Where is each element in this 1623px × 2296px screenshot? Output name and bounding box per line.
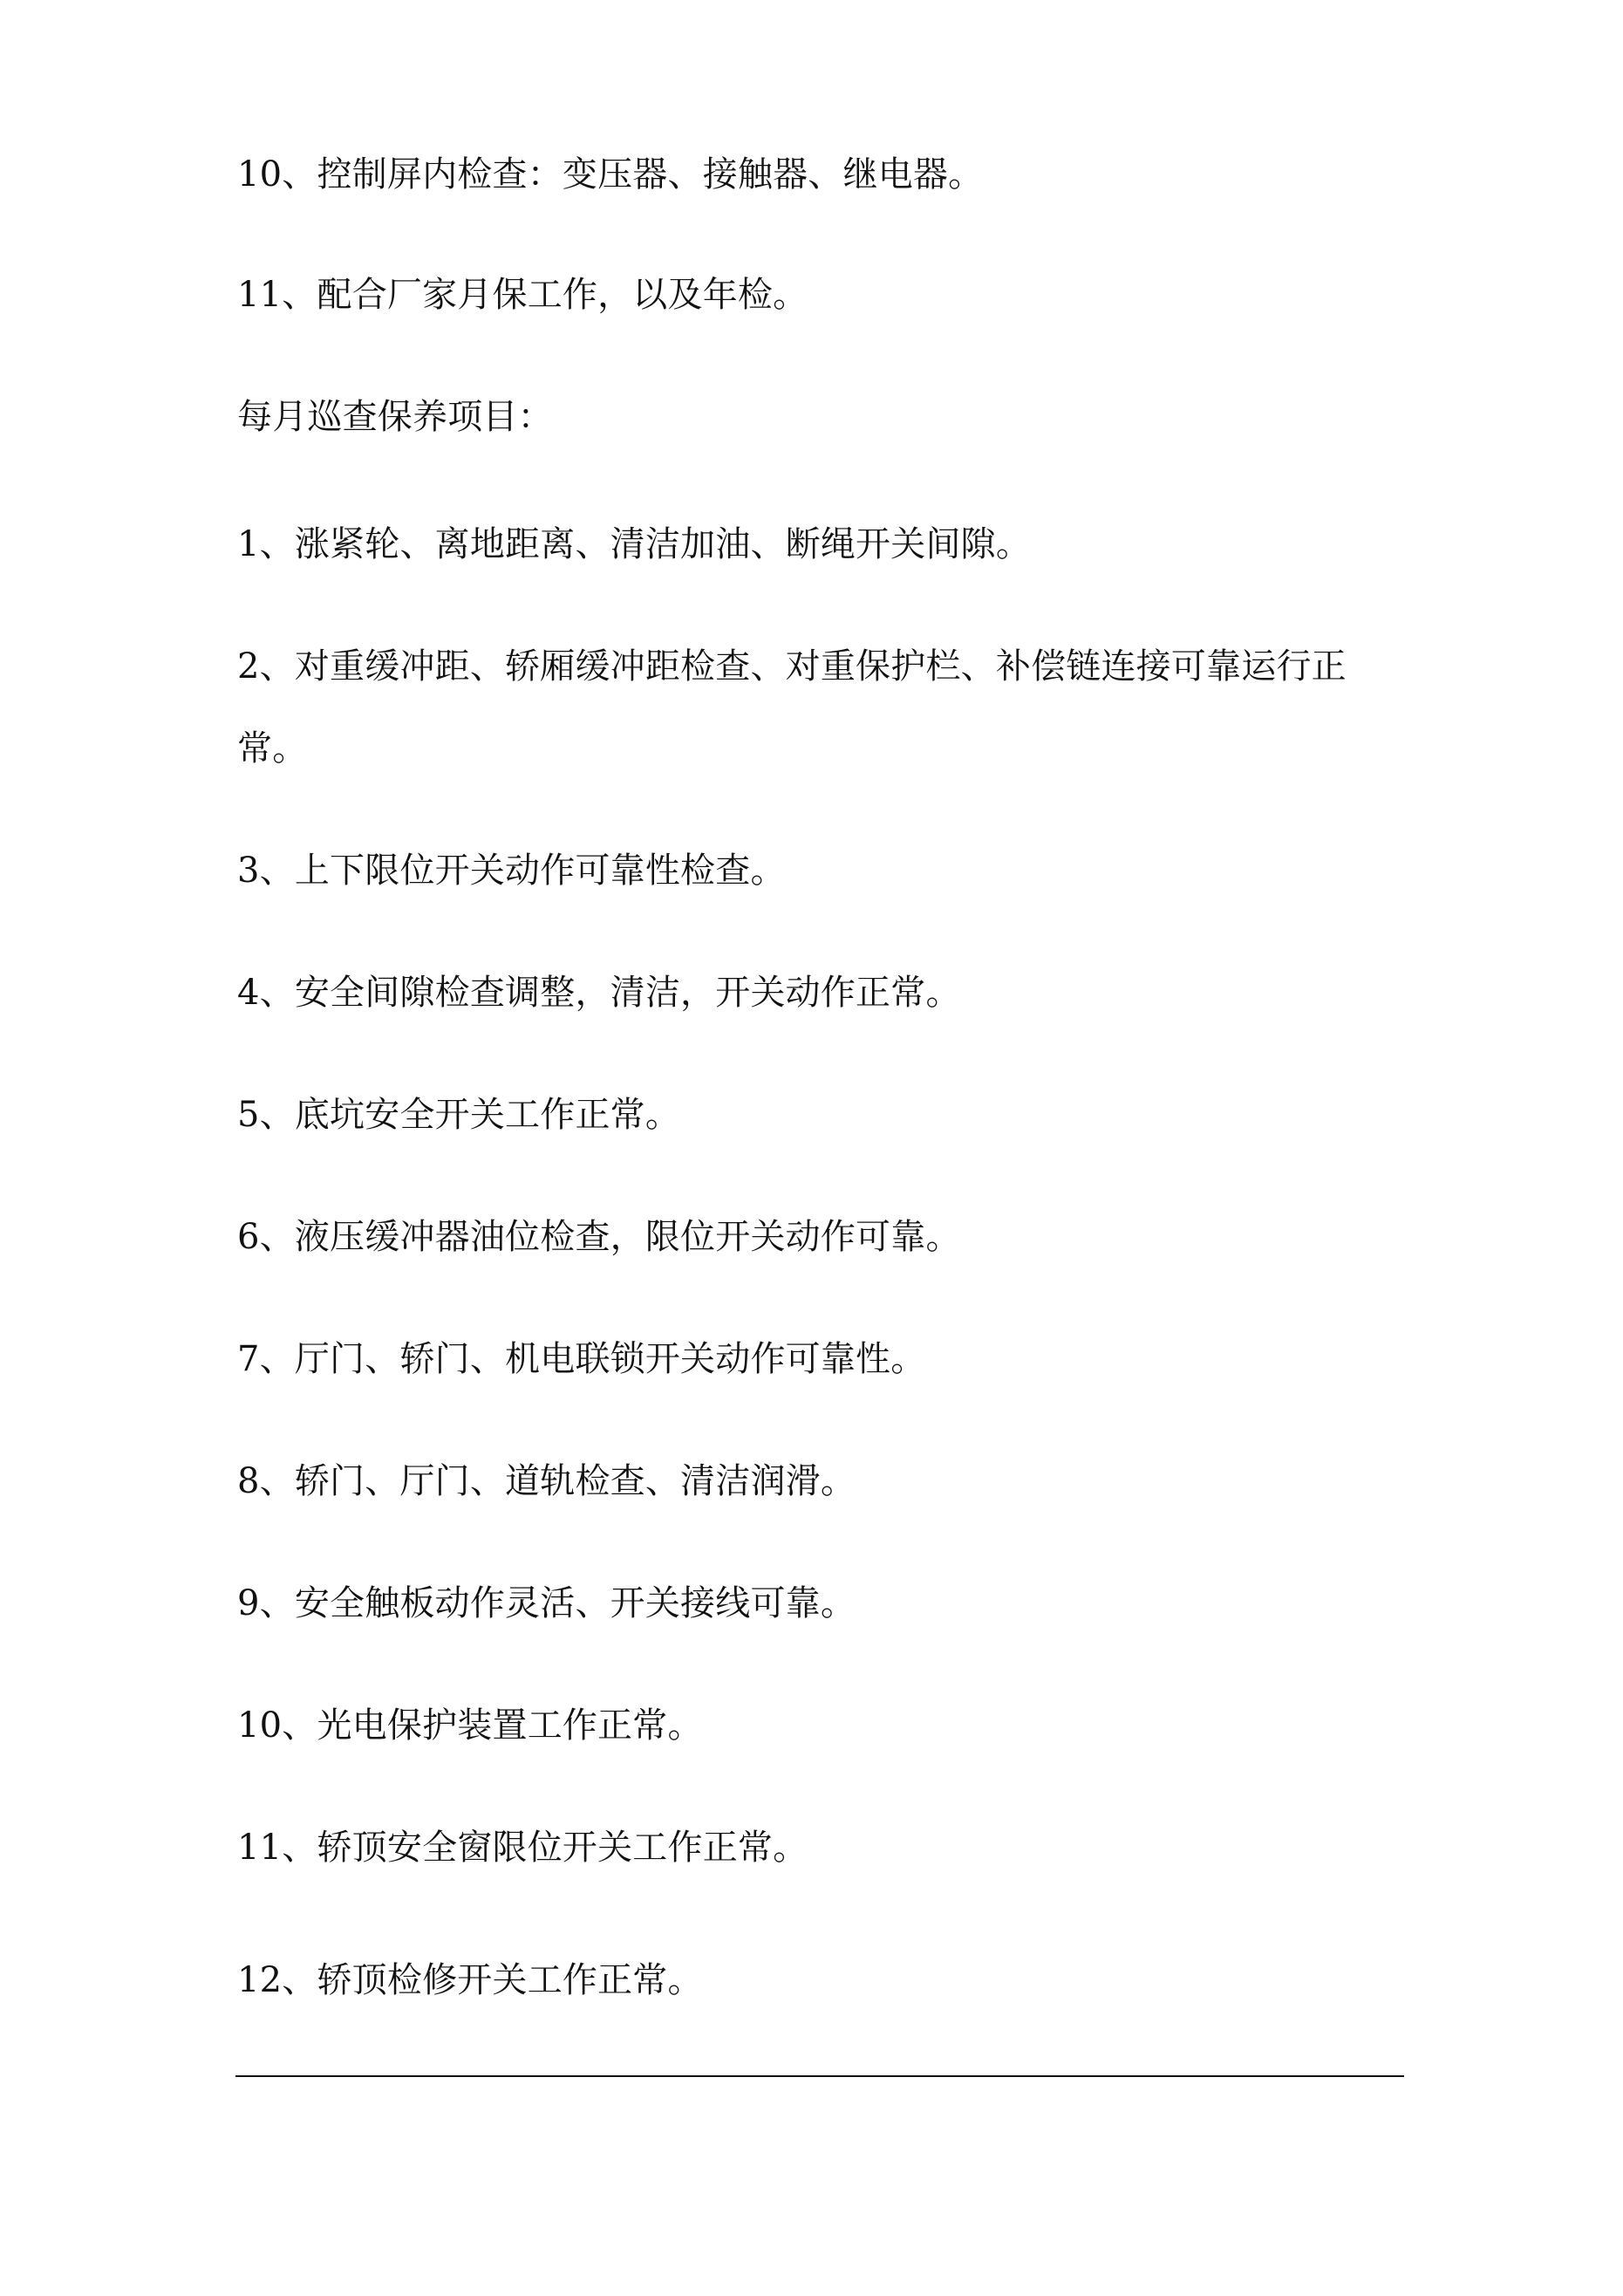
text-line-item-1: 1、涨紧轮、离地距离、清洁加油、断绳开关间隙。 (237, 524, 1032, 564)
text-line-item-12: 12、轿顶检修开关工作正常。 (237, 1960, 703, 2000)
text-line-item-3: 3、上下限位开关动作可靠性检查。 (237, 851, 786, 891)
text-line-item-8: 8、轿门、厅门、道轨检查、清洁润滑。 (237, 1461, 856, 1501)
footer-divider-line (235, 2075, 1404, 2077)
text-line-item-7: 7、厅门、轿门、机电联锁开关动作可靠性。 (237, 1339, 926, 1379)
text-line-item-11: 11、轿顶安全窗限位开关工作正常。 (237, 1828, 808, 1868)
text-line-item-2-continuation: 常。 (237, 728, 308, 769)
text-line-item-4: 4、安全间隙检查调整，清洁，开关动作正常。 (237, 973, 961, 1013)
text-line-item-10-control-panel: 10、控制屏内检查：变压器、接触器、继电器。 (237, 154, 984, 195)
text-line-item-9: 9、安全触板动作灵活、开关接线可靠。 (237, 1583, 856, 1623)
text-line-item-5: 5、底坑安全开关工作正常。 (237, 1095, 681, 1135)
text-line-item-2: 2、对重缓冲距、轿厢缓冲距检查、对重保护栏、补偿链连接可靠运行正 (237, 646, 1347, 687)
section-heading-monthly-inspection: 每月巡查保养项目： (237, 397, 553, 437)
text-line-item-6: 6、液压缓冲器油位检查，限位开关动作可靠。 (237, 1217, 961, 1257)
text-line-item-11-manufacturer: 11、配合厂家月保工作，以及年检。 (237, 275, 808, 315)
text-line-item-10: 10、光电保护装置工作正常。 (237, 1705, 703, 1746)
